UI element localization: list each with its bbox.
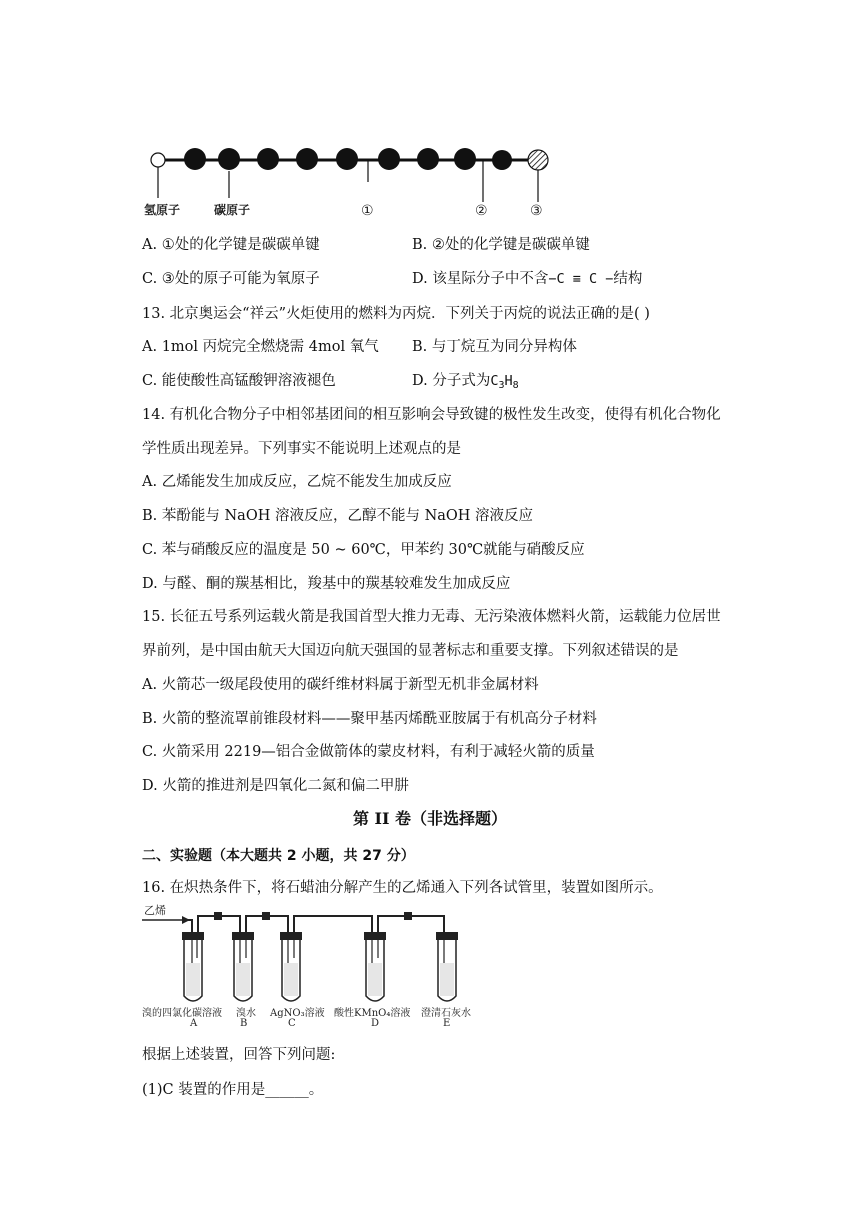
- formula-h-subscript: 8: [512, 380, 519, 391]
- q15-option-a[interactable]: A. 火箭芯一级尾段使用的碳纤维材料属于新型无机非金属材料: [142, 677, 539, 693]
- q14-stem-line-1: 14. 有机化合物分子中相邻基团间的相互影响会导致键的极性发生改变，使得有机化合物化: [142, 407, 721, 423]
- q12-options-row-2: [142, 269, 762, 289]
- carbon-atom: [378, 148, 400, 170]
- tube-e-letter: E: [443, 1018, 451, 1029]
- molecule-chain-figure: [140, 140, 560, 222]
- q16-instruction: 根据上述装置，回答下列问题:: [142, 1047, 336, 1063]
- q14-option-d[interactable]: D. 与醛、酮的羰基相比，羧基中的羰基较难发生加成反应: [142, 576, 511, 592]
- ethylene-inlet-label: 乙烯: [144, 904, 166, 917]
- hydrogen-atom-label: 氢原子: [144, 203, 181, 217]
- tube-a-solution: 溴的四氯化碳溶液: [142, 1008, 222, 1019]
- carbon-atom: [492, 150, 512, 170]
- q14-stem-line-2: 学性质出现差异。下列事实不能说明上述观点的是: [142, 441, 461, 457]
- q13-option-d[interactable]: [412, 371, 519, 396]
- tube-a-letter: A: [190, 1018, 198, 1029]
- q15-option-c[interactable]: C. 火箭采用 2219—铝合金做箭体的蒙皮材料，有利于减轻火箭的质量: [142, 744, 595, 760]
- tube-d-letter: D: [371, 1018, 380, 1029]
- q12-option-c[interactable]: C. ③处的原子可能为氧原子: [142, 271, 320, 287]
- section-2-subtitle: 二、实验题（本大题共 2 小题，共 27 分）: [142, 848, 415, 864]
- propane-formula: [490, 373, 518, 389]
- section-2-title: 第 II 卷（非选择题）: [352, 809, 508, 828]
- q13-stem: 13. 北京奥运会“祥云”火炬使用的燃料为丙烷．下列关于丙烷的说法正确的是( ): [142, 306, 650, 322]
- q15-stem-line-2: 界前列，是中国由航天大国迈向航天强国的显著标志和重要支撑。下列叙述错误的是: [142, 643, 679, 659]
- q16-subquestion-1[interactable]: (1)C 装置的作用是______。: [142, 1082, 324, 1098]
- hydrogen-atom: [151, 153, 165, 167]
- carbon-atom: [218, 148, 240, 170]
- tube-d-solution: 酸性KMnO₄溶液: [334, 1008, 411, 1019]
- apparatus-diagram: [142, 908, 482, 1008]
- formula-h: H: [504, 373, 513, 389]
- carbon-atom: [336, 148, 358, 170]
- tube-b-solution: 溴水: [236, 1008, 256, 1019]
- q14-option-b[interactable]: B. 苯酚能与 NaOH 溶液反应，乙醇不能与 NaOH 溶液反应: [142, 508, 534, 524]
- q15-stem-line-1: 15. 长征五号系列运载火箭是我国首型大推力无毒、无污染液体燃料火箭，运载能力位居世: [142, 609, 721, 625]
- q13-options-row-1: [142, 337, 762, 357]
- q15-option-d[interactable]: D. 火箭的推进剂是四氧化二氮和偏二甲肼: [142, 778, 409, 794]
- formula-c: C: [490, 373, 499, 389]
- q12-option-d[interactable]: [412, 269, 642, 289]
- q12-option-b[interactable]: B. ②处的化学键是碳碳单键: [412, 237, 590, 253]
- q14-option-c[interactable]: C. 苯与硝酸反应的温度是 50 ~ 60℃，甲苯约 30℃就能与硝酸反应: [142, 542, 585, 558]
- q14-option-a[interactable]: A. 乙烯能发生加成反应，乙烷不能发生加成反应: [142, 474, 452, 490]
- q13-options-row-2: [142, 371, 762, 391]
- triple-bond-formula: −C ≡ C −: [548, 271, 614, 287]
- q12-option-a[interactable]: A. ①处的化学键是碳碳单键: [142, 237, 320, 253]
- q12-option-d-text: D. 该星际分子中不含: [412, 271, 549, 287]
- marker-3-label: ③: [530, 203, 543, 219]
- carbon-atom: [296, 148, 318, 170]
- tube-b-letter: B: [240, 1018, 248, 1029]
- q13-option-c[interactable]: C. 能使酸性高锰酸钾溶液褪色: [142, 373, 336, 389]
- q16-stem: 16. 在炽热条件下，将石蜡油分解产生的乙烯通入下列各试管里，装置如图所示。: [142, 880, 663, 896]
- carbon-atom: [184, 148, 206, 170]
- molecule-chain-diagram: [140, 140, 560, 222]
- unknown-atom-3: [528, 150, 548, 170]
- tube-c-letter: C: [288, 1018, 296, 1029]
- q13-option-d-text: D. 分子式为: [412, 373, 491, 389]
- formula-c-subscript: 3: [498, 380, 505, 391]
- marker-1-label: ①: [361, 203, 374, 219]
- carbon-atom: [257, 148, 279, 170]
- tube-c-solution: AgNO₃溶液: [270, 1008, 325, 1019]
- q12-options-row-1: [142, 235, 762, 255]
- carbon-atom-label: 碳原子: [214, 203, 251, 217]
- carbon-atom: [454, 148, 476, 170]
- q13-option-a[interactable]: A. 1mol 丙烷完全燃烧需 4mol 氧气: [142, 339, 379, 355]
- tube-e-solution: 澄清石灰水: [421, 1008, 471, 1019]
- q12-option-d-suffix: 结构: [613, 271, 643, 287]
- apparatus-figure: [142, 904, 482, 1033]
- q15-option-b[interactable]: B. 火箭的整流罩前锥段材料——聚甲基丙烯酰亚胺属于有机高分子材料: [142, 711, 597, 727]
- marker-2-label: ②: [475, 203, 488, 219]
- carbon-atom: [417, 148, 439, 170]
- q13-option-b[interactable]: B. 与丁烷互为同分异构体: [412, 339, 577, 355]
